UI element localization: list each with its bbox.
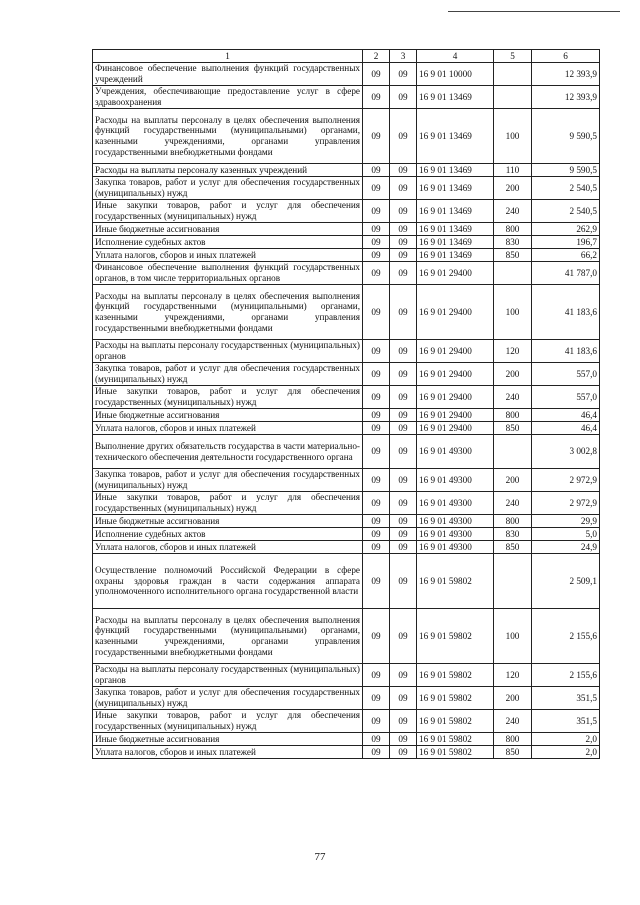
- row-target-code: 16 9 01 49300: [417, 435, 494, 469]
- table-row: [93, 236, 600, 249]
- row-target-code: 16 9 01 59802: [417, 554, 494, 609]
- table-row: [93, 710, 600, 733]
- row-target-code: 16 9 01 29400: [417, 386, 494, 409]
- row-section: 09: [363, 363, 390, 386]
- row-target-code: 16 9 01 13469: [417, 177, 494, 200]
- row-expense-type: [494, 63, 532, 86]
- row-section: 09: [363, 409, 390, 422]
- table-row: [93, 86, 600, 109]
- table-row: [93, 285, 600, 340]
- table-row: [93, 386, 600, 409]
- row-name: Закупка товаров, работ и услуг для обеспечения государственных (муниципальных) нужд: [93, 469, 363, 492]
- row-section: 09: [363, 262, 390, 285]
- row-section: 09: [363, 492, 390, 515]
- row-section: 09: [363, 687, 390, 710]
- row-expense-type: 240: [494, 492, 532, 515]
- table-row: [93, 223, 600, 236]
- header-col-amount: 6: [532, 50, 600, 63]
- row-target-code: 16 9 01 13469: [417, 223, 494, 236]
- row-expense-type: 100: [494, 609, 532, 664]
- row-name: Расходы на выплаты персоналу в целях обеспечения выполнения функций государственными (муниципальными) органами, казенными учреждениями, органами управления государственными внебюджетными фондами: [93, 609, 363, 664]
- table-row: [93, 409, 600, 422]
- table-row: [93, 63, 600, 86]
- row-expense-type: [494, 435, 532, 469]
- row-name: Исполнение судебных актов: [93, 528, 363, 541]
- row-expense-type: 110: [494, 164, 532, 177]
- row-target-code: 16 9 01 49300: [417, 492, 494, 515]
- row-amount: 2,0: [532, 733, 600, 746]
- table-row: [93, 177, 600, 200]
- table-row: [93, 609, 600, 664]
- row-subsection: 09: [390, 469, 417, 492]
- row-subsection: 09: [390, 340, 417, 363]
- row-target-code: 16 9 01 29400: [417, 285, 494, 340]
- row-amount: 2 155,6: [532, 664, 600, 687]
- row-target-code: 16 9 01 49300: [417, 469, 494, 492]
- row-amount: 41 183,6: [532, 285, 600, 340]
- row-amount: 46,4: [532, 409, 600, 422]
- row-amount: 557,0: [532, 363, 600, 386]
- row-name: Закупка товаров, работ и услуг для обеспечения государственных (муниципальных) нужд: [93, 363, 363, 386]
- table-row: [93, 554, 600, 609]
- table-row: [93, 109, 600, 164]
- row-section: 09: [363, 515, 390, 528]
- table-header-row: [93, 50, 600, 63]
- row-subsection: 09: [390, 554, 417, 609]
- row-target-code: 16 9 01 29400: [417, 409, 494, 422]
- row-subsection: 09: [390, 109, 417, 164]
- table-row: [93, 164, 600, 177]
- row-expense-type: [494, 554, 532, 609]
- page-number: 77: [314, 851, 326, 863]
- table-row: [93, 746, 600, 759]
- table-row: [93, 262, 600, 285]
- row-section: 09: [363, 200, 390, 223]
- row-expense-type: 200: [494, 177, 532, 200]
- row-amount: 12 393,9: [532, 86, 600, 109]
- table-body: [93, 63, 600, 759]
- row-amount: 351,5: [532, 687, 600, 710]
- header-col-name: 1: [93, 50, 363, 63]
- row-amount: 2 155,6: [532, 609, 600, 664]
- row-amount: 12 393,9: [532, 63, 600, 86]
- row-section: 09: [363, 528, 390, 541]
- row-subsection: 09: [390, 86, 417, 109]
- table-row: [93, 528, 600, 541]
- row-target-code: 16 9 01 13469: [417, 164, 494, 177]
- row-name: Иные закупки товаров, работ и услуг для обеспечения государственных (муниципальных) нужд: [93, 492, 363, 515]
- row-expense-type: 850: [494, 746, 532, 759]
- row-expense-type: 800: [494, 223, 532, 236]
- row-subsection: 09: [390, 177, 417, 200]
- row-subsection: 09: [390, 710, 417, 733]
- row-subsection: 09: [390, 236, 417, 249]
- row-amount: 2 509,1: [532, 554, 600, 609]
- table-row: [93, 687, 600, 710]
- row-target-code: 16 9 01 29400: [417, 340, 494, 363]
- row-subsection: 09: [390, 262, 417, 285]
- row-section: 09: [363, 164, 390, 177]
- table-row: [93, 340, 600, 363]
- row-subsection: 09: [390, 541, 417, 554]
- row-subsection: 09: [390, 63, 417, 86]
- row-target-code: 16 9 01 29400: [417, 422, 494, 435]
- row-subsection: 09: [390, 223, 417, 236]
- row-target-code: 16 9 01 59802: [417, 733, 494, 746]
- row-name: Иные бюджетные ассигнования: [93, 409, 363, 422]
- row-expense-type: 240: [494, 710, 532, 733]
- row-subsection: 09: [390, 687, 417, 710]
- table-row: [93, 200, 600, 223]
- row-name: Иные бюджетные ассигнования: [93, 515, 363, 528]
- row-amount: 29,9: [532, 515, 600, 528]
- row-expense-type: 200: [494, 469, 532, 492]
- row-name: Уплата налогов, сборов и иных платежей: [93, 541, 363, 554]
- row-name: Закупка товаров, работ и услуг для обеспечения государственных (муниципальных) нужд: [93, 687, 363, 710]
- row-name: Расходы на выплаты персоналу государственных (муниципальных) органов: [93, 340, 363, 363]
- row-amount: 2 972,9: [532, 469, 600, 492]
- row-expense-type: 800: [494, 515, 532, 528]
- table-row: [93, 363, 600, 386]
- row-subsection: 09: [390, 492, 417, 515]
- row-section: 09: [363, 109, 390, 164]
- header-col-expense-type: 5: [494, 50, 532, 63]
- row-expense-type: 100: [494, 285, 532, 340]
- row-subsection: 09: [390, 733, 417, 746]
- row-section: 09: [363, 86, 390, 109]
- row-name: Иные закупки товаров, работ и услуг для обеспечения государственных (муниципальных) нужд: [93, 386, 363, 409]
- row-subsection: 09: [390, 746, 417, 759]
- row-section: 09: [363, 223, 390, 236]
- row-subsection: 09: [390, 528, 417, 541]
- row-section: 09: [363, 710, 390, 733]
- table-row: [93, 733, 600, 746]
- row-expense-type: 800: [494, 733, 532, 746]
- row-subsection: 09: [390, 422, 417, 435]
- row-section: 09: [363, 285, 390, 340]
- row-expense-type: 200: [494, 687, 532, 710]
- row-expense-type: 850: [494, 249, 532, 262]
- row-target-code: 16 9 01 13469: [417, 86, 494, 109]
- row-amount: 9 590,5: [532, 164, 600, 177]
- row-target-code: 16 9 01 59802: [417, 664, 494, 687]
- row-subsection: 09: [390, 664, 417, 687]
- row-expense-type: 100: [494, 109, 532, 164]
- row-subsection: 09: [390, 164, 417, 177]
- row-amount: 2,0: [532, 746, 600, 759]
- row-target-code: 16 9 01 10000: [417, 63, 494, 86]
- row-target-code: 16 9 01 59802: [417, 746, 494, 759]
- row-amount: 5,0: [532, 528, 600, 541]
- row-target-code: 16 9 01 13469: [417, 200, 494, 223]
- table-row: [93, 249, 600, 262]
- row-target-code: 16 9 01 59802: [417, 710, 494, 733]
- row-name: Учреждения, обеспечивающие предоставление услуг в сфере здравоохранения: [93, 86, 363, 109]
- row-section: 09: [363, 554, 390, 609]
- row-section: 09: [363, 469, 390, 492]
- row-target-code: 16 9 01 49300: [417, 528, 494, 541]
- row-name: Иные бюджетные ассигнования: [93, 223, 363, 236]
- row-subsection: 09: [390, 435, 417, 469]
- row-name: Осуществление полномочий Российской Федерации в сфере охраны здоровья граждан в части содержания аппарата уполномоченного исполнительного органа государственной власти: [93, 554, 363, 609]
- row-name: Иные закупки товаров, работ и услуг для обеспечения государственных (муниципальных) нужд: [93, 710, 363, 733]
- row-expense-type: 830: [494, 236, 532, 249]
- row-subsection: 09: [390, 285, 417, 340]
- row-subsection: 09: [390, 609, 417, 664]
- row-name: Финансовое обеспечение выполнения функций государственных учреждений: [93, 63, 363, 86]
- budget-table: [92, 49, 600, 759]
- row-amount: 3 002,8: [532, 435, 600, 469]
- row-name: Иные закупки товаров, работ и услуг для обеспечения государственных (муниципальных) нужд: [93, 200, 363, 223]
- row-amount: 2 540,5: [532, 200, 600, 223]
- row-name: Расходы на выплаты персоналу в целях обеспечения выполнения функций государственными (муниципальными) органами, казенными учреждениями, органами управления государственными внебюджетными фондами: [93, 109, 363, 164]
- row-section: 09: [363, 664, 390, 687]
- row-name: Уплата налогов, сборов и иных платежей: [93, 249, 363, 262]
- row-amount: 557,0: [532, 386, 600, 409]
- table-row: [93, 469, 600, 492]
- row-expense-type: 240: [494, 200, 532, 223]
- row-section: 09: [363, 541, 390, 554]
- row-section: 09: [363, 63, 390, 86]
- row-target-code: 16 9 01 29400: [417, 363, 494, 386]
- row-section: 09: [363, 435, 390, 469]
- row-section: 09: [363, 746, 390, 759]
- row-expense-type: [494, 86, 532, 109]
- row-target-code: 16 9 01 59802: [417, 687, 494, 710]
- row-name: Иные бюджетные ассигнования: [93, 733, 363, 746]
- table-row: [93, 422, 600, 435]
- row-target-code: 16 9 01 13469: [417, 249, 494, 262]
- row-amount: 66,2: [532, 249, 600, 262]
- row-expense-type: 800: [494, 409, 532, 422]
- table-row: [93, 492, 600, 515]
- row-subsection: 09: [390, 515, 417, 528]
- row-expense-type: 830: [494, 528, 532, 541]
- row-name: Закупка товаров, работ и услуг для обеспечения государственных (муниципальных) нужд: [93, 177, 363, 200]
- header-col-section: 2: [363, 50, 390, 63]
- row-subsection: 09: [390, 200, 417, 223]
- row-section: 09: [363, 609, 390, 664]
- header-rule: [448, 11, 620, 12]
- row-name: Уплата налогов, сборов и иных платежей: [93, 746, 363, 759]
- row-amount: 9 590,5: [532, 109, 600, 164]
- row-expense-type: 200: [494, 363, 532, 386]
- row-subsection: 09: [390, 249, 417, 262]
- row-subsection: 09: [390, 409, 417, 422]
- header-col-target-code: 4: [417, 50, 494, 63]
- row-section: 09: [363, 386, 390, 409]
- row-expense-type: [494, 262, 532, 285]
- row-name: Расходы на выплаты персоналу государственных (муниципальных) органов: [93, 664, 363, 687]
- row-name: Расходы на выплаты персоналу казенных учреждений: [93, 164, 363, 177]
- row-section: 09: [363, 340, 390, 363]
- table-row: [93, 515, 600, 528]
- row-expense-type: 120: [494, 340, 532, 363]
- row-name: Расходы на выплаты персоналу в целях обеспечения выполнения функций государственными (муниципальными) органами, казенными учреждениями, органами управления государственными внебюджетными фондами: [93, 285, 363, 340]
- row-target-code: 16 9 01 49300: [417, 515, 494, 528]
- row-section: 09: [363, 177, 390, 200]
- row-expense-type: 850: [494, 422, 532, 435]
- row-expense-type: 120: [494, 664, 532, 687]
- row-subsection: 09: [390, 363, 417, 386]
- row-expense-type: 850: [494, 541, 532, 554]
- row-section: 09: [363, 249, 390, 262]
- row-target-code: 16 9 01 13469: [417, 109, 494, 164]
- row-name: Финансовое обеспечение выполнения функций государственных органов, в том числе территориальных органов: [93, 262, 363, 285]
- row-target-code: 16 9 01 59802: [417, 609, 494, 664]
- row-amount: 351,5: [532, 710, 600, 733]
- table-row: [93, 541, 600, 554]
- row-amount: 46,4: [532, 422, 600, 435]
- row-expense-type: 240: [494, 386, 532, 409]
- row-section: 09: [363, 733, 390, 746]
- row-section: 09: [363, 236, 390, 249]
- row-amount: 196,7: [532, 236, 600, 249]
- row-target-code: 16 9 01 49300: [417, 541, 494, 554]
- row-name: Выполнение других обязательств государства в части материально-технического обеспечения деятельности государственного органа: [93, 435, 363, 469]
- row-amount: 24,9: [532, 541, 600, 554]
- table-row: [93, 435, 600, 469]
- row-section: 09: [363, 422, 390, 435]
- row-subsection: 09: [390, 386, 417, 409]
- row-amount: 262,9: [532, 223, 600, 236]
- row-amount: 2 540,5: [532, 177, 600, 200]
- row-name: Исполнение судебных актов: [93, 236, 363, 249]
- header-col-subsection: 3: [390, 50, 417, 63]
- row-name: Уплата налогов, сборов и иных платежей: [93, 422, 363, 435]
- row-target-code: 16 9 01 29400: [417, 262, 494, 285]
- row-target-code: 16 9 01 13469: [417, 236, 494, 249]
- row-amount: 41 183,6: [532, 340, 600, 363]
- row-amount: 2 972,9: [532, 492, 600, 515]
- row-amount: 41 787,0: [532, 262, 600, 285]
- table-row: [93, 664, 600, 687]
